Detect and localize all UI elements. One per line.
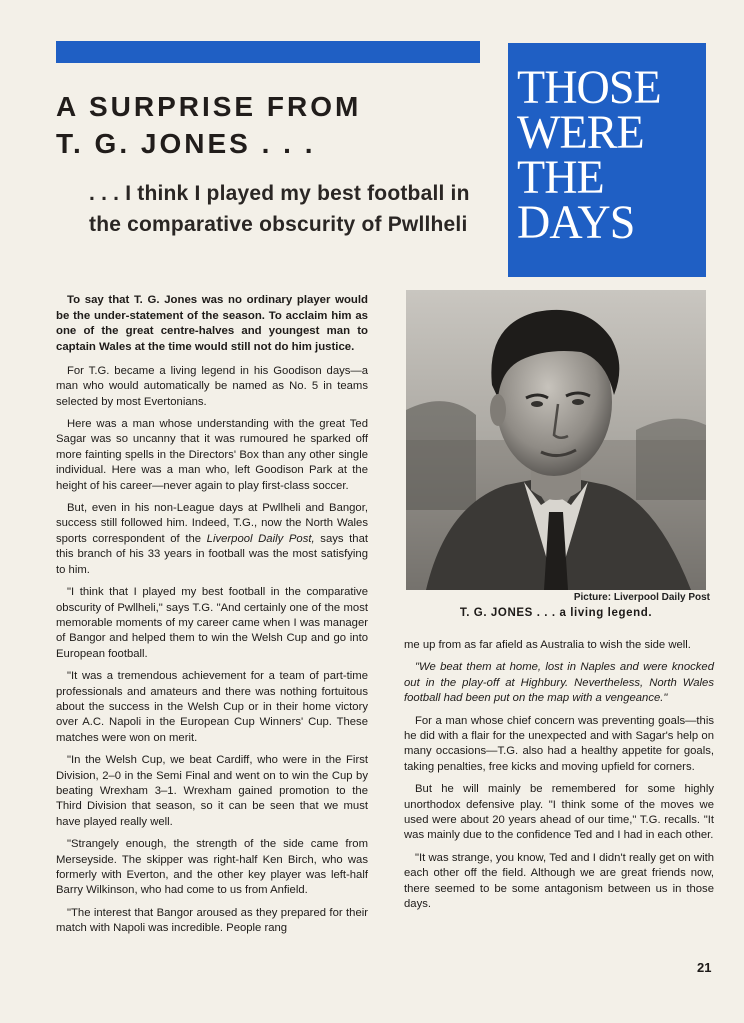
article-paragraph: "The interest that Bangor aroused as they prepared for their match with Napoli was incredible. People rang — [56, 906, 368, 935]
header-rule — [56, 41, 480, 63]
portrait-illustration — [406, 290, 706, 590]
portrait-photo — [406, 290, 706, 590]
subhead-line: . . . I think I played my best football in — [89, 182, 470, 205]
newspaper-title: Liverpool Daily Post, — [206, 532, 315, 545]
text-run: says that this branch of his 33 years in football was the most satisfying to him. — [56, 532, 369, 576]
headline-line: T. G. JONES . . . — [56, 128, 316, 159]
quote-paragraph: "We beat them at home, lost in Naples and were knocked out in the play-off at Highbury. Nevertheless, North Wales football had been put on the map with a vengeance." — [404, 661, 714, 705]
intro-paragraph: To say that T. G. Jones was no ordinary player would be the under-statement of the season. To acclaim him as one of the great centre-halves and youngest man to captain Wales at the time would still not do him justice. — [56, 294, 368, 354]
article-paragraph: "Strangely enough, the strength of the side came from Merseyside. The skipper was right-half Ken Birch, who was formerly with Everton, and the other key player was left-half Barry Wilkinson, who had come to us from Anfield. — [56, 838, 368, 897]
article-paragraph: "In the Welsh Cup, we beat Cardiff, who were in the First Division, 2–0 in the Semi Final and went on to win the Cup by beating Wrexham 3–1. Wrexham gained promotion to the Third Division that season, so it can be seen that we must have played really well. — [56, 754, 368, 828]
photo-caption: T. G. JONES . . . a living legend. — [459, 607, 653, 619]
article-paragraph: For T.G. became a living legend in his Goodison days—a man who would automatically be named as No. 5 in teams selected by most Evertonians. — [56, 364, 368, 408]
badge-line: DAYS — [517, 196, 635, 249]
article-paragraph: "It was strange, you know, Ted and I didn't really get on with each other off the field. Although we are great friends now, there seemed to be some antagonism between us in those days. — [404, 851, 714, 911]
badge-line: THOSE — [517, 61, 661, 114]
series-badge — [508, 43, 706, 277]
subheadline — [89, 178, 489, 240]
article-paragraph: "I think that I played my best football in the comparative obscurity of Pwllheli," says T.G. "And certainly one of the most memorable moments of my career came when I was manager of Bangor and helped them to win the Welsh Cup and go into European football. — [56, 586, 368, 660]
article-paragraph: me up from as far afield as Australia to wish the side well. — [404, 639, 691, 651]
subhead-line: the comparative obscurity of Pwllheli — [89, 213, 468, 236]
badge-line: WERE — [517, 106, 644, 159]
article-paragraph: Here was a man whose understanding with the great Ted Sagar was so uncanny that it was rumoured he sparked off more fainting spells in the Directors' Box than any other single individual. Here was a man who, left Goodison Park at the height of his career—never again to play first-class soccer. — [56, 418, 368, 492]
article-right-column — [404, 638, 714, 920]
photo-credit: Picture: Liverpool Daily Post — [573, 592, 710, 603]
headline-line: A SURPRISE FROM — [56, 91, 362, 122]
article-paragraph: "It was a tremendous achievement for a team of part-time professionals and amateurs and there was nothing fortuitous about the success in the Welsh Cup or in their home victory over A.C. Napoli in the European Cup Winners' Cup. These matches were won on merit. — [56, 670, 368, 744]
article-paragraph — [56, 501, 368, 578]
article-paragraph: But he will mainly be remembered for some highly unorthodox defensive play. "I think some of the moves we used were about 20 years ahead of our time," T.G. recalls. "It was mainly due to the confidence Ted and I had in each other. — [404, 783, 714, 842]
badge-line: THE — [517, 151, 604, 204]
article-left-column — [56, 293, 368, 944]
text-run: But, even in his non-League days at Pwllheli and Bangor, success still followed him. Indeed, T.G., now the North Wales sports correspondent of the — [56, 502, 368, 545]
article-paragraph: For a man whose chief concern was preventing goals—this he did with a flair for the unexpected and with Sagar's help on many occasions—T.G. also had a healthy appetite for goals, taking penalties, free kicks and moving upfield for corners. — [404, 714, 714, 773]
page-number: 21 — [697, 960, 712, 975]
headline — [56, 88, 361, 162]
